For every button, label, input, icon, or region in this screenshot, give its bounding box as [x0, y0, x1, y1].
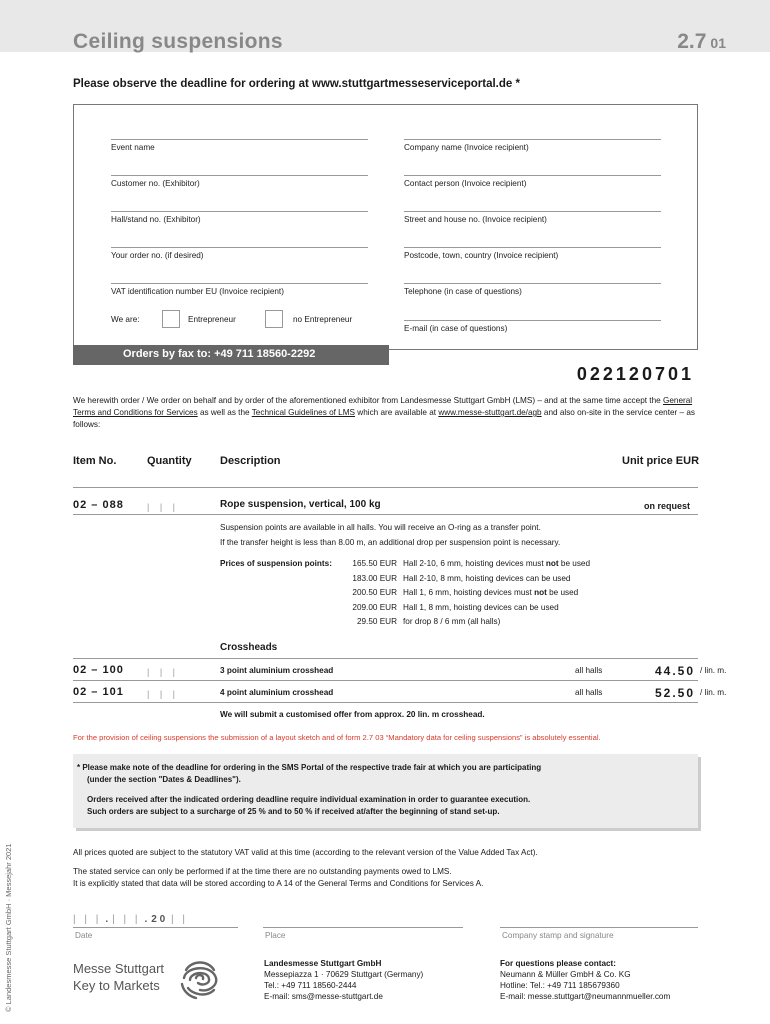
note-line-1: * Please make note of the deadline for ordering in the SMS Portal of the respective trade fair at which you are participating: [77, 763, 542, 772]
note-line-2: (under the section "Dates & Deadlines").: [87, 775, 241, 784]
crosshead-item-no: 02 – 101: [73, 686, 124, 698]
crosshead-unit: / lin. m.: [700, 688, 727, 697]
date-line: [73, 927, 238, 928]
date-dot-1: .: [105, 914, 109, 925]
crosshead-offer: We will submit a customised offer from approx. 20 lin. m crosshead.: [220, 710, 485, 719]
col-unit-price: Unit price EUR: [622, 455, 700, 467]
price-text: Hall 1, 6 mm, hoisting devices must: [403, 588, 535, 597]
crosshead-description: 4 point aluminium crosshead: [220, 688, 334, 697]
email-field[interactable]: E-mail (in case of questions): [404, 320, 661, 333]
agb-link[interactable]: www.messe-stuttgart.de/agb: [438, 408, 542, 417]
header-divider: [73, 487, 698, 488]
postcode-field[interactable]: Postcode, town, country (Invoice recipient): [404, 247, 661, 260]
contact-person-field[interactable]: Contact person (Invoice recipient): [404, 175, 661, 188]
crosshead-unit: / lin. m.: [700, 666, 727, 675]
price-amount: 183.00 EUR: [352, 573, 397, 583]
price-amount: 29.50 EUR: [356, 617, 397, 626]
form-number-sub: 01: [710, 35, 726, 51]
no-entrepreneur-checkbox[interactable]: [265, 310, 283, 328]
fingerprint-logo-icon: [178, 956, 222, 1000]
intro-text-3: which are available at: [355, 408, 439, 417]
we-are-label: We are:: [111, 315, 140, 324]
copyright-notice: © Landesmesse Stuttgart GmbH · Messejahr 2021: [4, 843, 13, 1012]
customer-no-field[interactable]: Customer no. (Exhibitor): [111, 175, 368, 188]
form-number-main: 2.7: [677, 30, 707, 53]
logo-line-2: Key to Markets: [73, 978, 160, 993]
page-title: Ceiling suspensions: [73, 30, 283, 53]
date-ticks-2: | | |: [112, 914, 141, 925]
crosshead-row-divider: [73, 702, 698, 703]
intro-text-2: as well as the: [197, 408, 252, 417]
price-text-end: be used: [546, 588, 579, 597]
price-text: Hall 2-10, 8 mm, hoisting devices can be used: [403, 573, 571, 583]
vat-notice: All prices quoted are subject to the statutory VAT valid at this time (according to the relevant version of the Value Added Tax Act).: [73, 848, 538, 857]
crosshead-item-no: 02 – 100: [73, 664, 124, 676]
date-input[interactable]: [73, 914, 188, 925]
order-no-field[interactable]: Your order no. (if desired): [111, 247, 368, 260]
lms-name: Landesmesse Stuttgart GmbH: [264, 959, 382, 968]
contact-hotline: Hotline: Tel.: +49 711 185679360: [500, 981, 620, 990]
price-text: Hall 2-10, 6 mm, hoisting devices must: [403, 559, 546, 568]
company-name-field[interactable]: Company name (Invoice recipient): [404, 139, 661, 152]
price-description: [403, 617, 500, 626]
intro-text-1: We herewith order / We order on behalf and by order of the aforementioned exhibitor from Landesmesse Stuttgart GmbH (LMS) – and at the same time accept the: [73, 396, 663, 405]
payment-notice: The stated service can only be performed if at the time there are no outstanding payments owed to LMS.: [73, 867, 452, 876]
price-amount: 165.50 EUR: [352, 559, 397, 568]
date-dot-2: .: [144, 914, 148, 925]
date-ticks-1: | | |: [73, 914, 102, 925]
price-text: Hall 1, 8 mm, hoisting devices can be used: [403, 602, 559, 612]
price-emphasis: not: [534, 588, 547, 597]
rope-title: Rope suspension, vertical, 100 kg: [220, 499, 381, 510]
terms-link[interactable]: General Terms and Conditions for Services: [73, 396, 693, 417]
col-item-no: Item No.: [73, 455, 117, 467]
note-line-4: Such orders are subject to a surcharge of 25 % and to 50 % if received at/after the beginning of stand set-up.: [87, 807, 500, 816]
price-description: [403, 574, 570, 583]
rope-price: on request: [644, 501, 691, 511]
fax-banner: Orders by fax to: +49 711 18560-2292: [73, 345, 389, 365]
lms-email[interactable]: E-mail: sms@messe-stuttgart.de: [264, 992, 383, 1001]
col-description: Description: [220, 455, 281, 467]
price-text: for drop 8 / 6 mm (all halls): [403, 617, 501, 626]
entrepreneur-label: Entrepreneur: [188, 315, 236, 324]
rope-quantity-input[interactable]: | | |: [147, 502, 180, 512]
crosshead-halls: all halls: [575, 666, 603, 675]
crosshead-description: 3 point aluminium crosshead: [220, 666, 334, 675]
stamp-label: Company stamp and signature: [502, 931, 614, 940]
price-description: [403, 588, 578, 597]
crosshead-row-divider: [73, 680, 698, 681]
place-line: [263, 927, 463, 928]
guidelines-link[interactable]: Technical Guidelines of LMS: [251, 408, 356, 417]
contact-address: [500, 958, 670, 1002]
price-amount: 209.00 EUR: [352, 602, 397, 612]
crosshead-quantity-input[interactable]: | | |: [147, 667, 180, 677]
telephone-field[interactable]: Telephone (in case of questions): [404, 283, 661, 296]
price-description: [403, 559, 590, 568]
crosshead-price: 52.50: [655, 686, 696, 700]
place-label: Place: [265, 931, 286, 940]
intro-text-4: and also on-site in the service center – as follows:: [73, 408, 695, 429]
lms-street: Messepiazza 1 · 70629 Stuttgart (Germany): [264, 970, 424, 979]
stamp-line: [500, 927, 698, 928]
data-storage-notice: It is explicitly stated that data will be stored according to A 14 of the General Terms and Conditions for Services A.: [73, 879, 484, 888]
date-year-prefix: 2 0: [151, 914, 166, 925]
rope-info-2: If the transfer height is less than 8.00 m, an additional drop per suspension point is necessary.: [220, 538, 561, 547]
price-description: [403, 603, 559, 612]
vat-id-field[interactable]: VAT identification number EU (Invoice recipient): [111, 283, 368, 296]
order-code: 022120701: [576, 364, 694, 384]
crosshead-price: 44.50: [655, 664, 696, 678]
contact-email[interactable]: E-mail: messe.stuttgart@neumannmueller.com: [500, 992, 671, 1001]
rope-item-no: 02 – 088: [73, 499, 124, 511]
deadline-note-box: [73, 754, 698, 828]
entrepreneur-checkbox[interactable]: [162, 310, 180, 328]
logo-line-1: Messe Stuttgart: [73, 961, 165, 976]
lms-tel: Tel.: +49 711 18560-2444: [264, 981, 357, 990]
crosshead-halls: all halls: [575, 688, 603, 697]
crossheads-divider-top: [73, 658, 698, 659]
date-label: Date: [75, 931, 93, 940]
form-number: [677, 30, 726, 54]
contact-heading: For questions please contact:: [500, 959, 617, 968]
rope-divider: [73, 514, 698, 515]
customer-form: [73, 104, 698, 350]
note-line-3: Orders received after the indicated ordering deadline require individual examination in order to guarantee execution.: [87, 795, 531, 804]
deadline-notice: Please observe the deadline for ordering at www.stuttgartmesseserviceportal.de *: [73, 78, 520, 90]
price-amount: 200.50 EUR: [352, 588, 397, 597]
date-ticks-3: | |: [165, 914, 188, 925]
col-quantity: Quantity: [147, 455, 192, 467]
hall-stand-field[interactable]: Hall/stand no. (Exhibitor): [111, 211, 368, 224]
crossheads-heading: Crossheads: [220, 642, 278, 653]
rope-info-1: Suspension points are available in all halls. You will receive an O-ring as a transfer point.: [220, 523, 541, 532]
intro-paragraph: [73, 395, 698, 431]
price-text-end: be used: [558, 559, 591, 568]
layout-sketch-notice: For the provision of ceiling suspensions the submission of a layout sketch and of form 2.7 03 “Mandatory data for ceiling suspensions” is absolutely essential.: [73, 733, 601, 742]
messe-logo-text: [73, 960, 164, 994]
event-name-field[interactable]: Event name: [111, 139, 368, 152]
crosshead-quantity-input[interactable]: | | |: [147, 689, 180, 699]
no-entrepreneur-label: no Entrepreneur: [293, 315, 353, 324]
lms-address: [264, 958, 423, 1002]
street-field[interactable]: Street and house no. (Invoice recipient): [404, 211, 661, 224]
prices-label: Prices of suspension points:: [220, 559, 332, 568]
price-emphasis: not: [545, 559, 559, 568]
contact-company: Neumann & Müller GmbH & Co. KG: [500, 970, 631, 979]
